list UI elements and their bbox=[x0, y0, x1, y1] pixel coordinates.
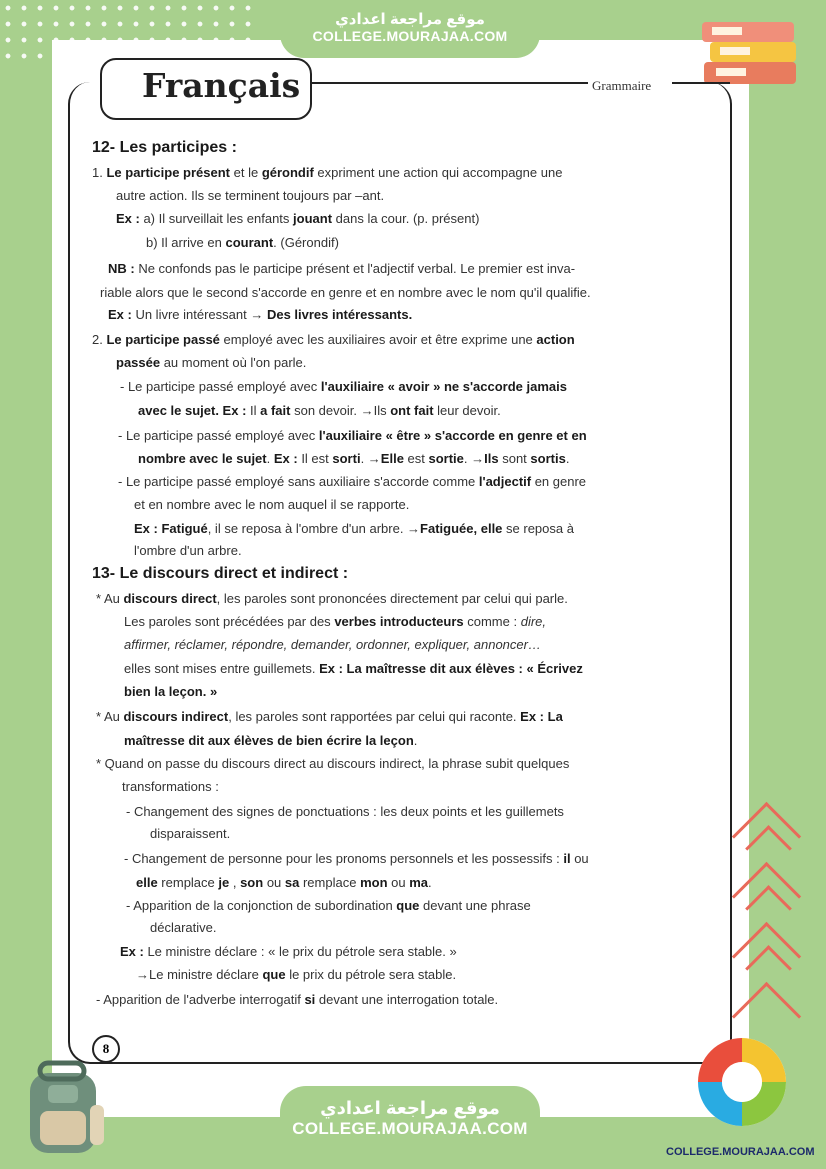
text-segment: * Au bbox=[96, 591, 124, 606]
text-segment: 2. bbox=[92, 332, 107, 347]
text-segment: transformations : bbox=[122, 779, 219, 794]
text-segment: a fait bbox=[260, 403, 291, 418]
text-segment: elles sont mises entre guillemets. bbox=[124, 661, 320, 676]
text-segment: est bbox=[403, 451, 429, 466]
text-segment: autre action. Ils se terminent toujours par –ant. bbox=[116, 188, 385, 203]
text-line bbox=[108, 262, 575, 275]
text-segment: ma bbox=[409, 875, 428, 890]
text-segment: Ils bbox=[484, 451, 499, 466]
text-segment: sorti bbox=[332, 451, 361, 466]
text-segment: . bbox=[266, 451, 274, 466]
frame-top-line bbox=[306, 82, 588, 84]
text-segment: Il bbox=[246, 403, 261, 418]
text-segment: * Quand on passe du discours direct au discours indirect, la phrase subit quelques bbox=[96, 756, 570, 771]
text-segment: l'adjectif bbox=[478, 474, 532, 489]
text-segment: , il se reposa à l'ombre d'un arbre. → bbox=[207, 521, 421, 536]
text-segment: si bbox=[304, 992, 316, 1007]
text-line bbox=[150, 921, 216, 934]
text-segment: Des livres intéressants. bbox=[266, 307, 413, 322]
text-segment: en genre bbox=[531, 474, 587, 489]
text-segment: . bbox=[428, 875, 432, 890]
text-line bbox=[116, 189, 384, 202]
text-segment: . bbox=[565, 451, 570, 466]
text-segment: b) Il arrive en bbox=[146, 235, 226, 250]
logo-caption[interactable]: COLLEGE.MOURAJAA.COM bbox=[666, 1146, 815, 1158]
text-segment: il bbox=[563, 851, 571, 866]
text-line bbox=[116, 356, 306, 369]
site-banner-top[interactable] bbox=[280, 6, 540, 58]
text-line bbox=[124, 662, 583, 675]
text-segment: le prix du pétrole sera stable. bbox=[285, 967, 457, 982]
text-line bbox=[116, 212, 479, 225]
text-segment: et en nombre avec le nom auquel il se rapporte. bbox=[134, 497, 410, 512]
backpack-icon bbox=[10, 1055, 120, 1167]
text-segment: ou bbox=[263, 875, 285, 890]
text-segment: * Au bbox=[96, 709, 124, 724]
text-line bbox=[124, 615, 546, 628]
text-segment: discours indirect bbox=[123, 709, 229, 724]
text-line bbox=[120, 380, 567, 393]
text-segment: leur devoir. bbox=[433, 403, 501, 418]
text-segment: , les paroles sont prononcées directement par celui qui parle. bbox=[216, 591, 568, 606]
text-line bbox=[96, 710, 563, 723]
text-segment: et le bbox=[230, 165, 262, 180]
text-line bbox=[108, 308, 412, 321]
text-segment: 12- Les participes : bbox=[92, 139, 237, 156]
text-segment: maîtresse dit aux élèves de bien écrire la leçon bbox=[124, 733, 414, 748]
text-segment: au moment où l'on parle. bbox=[160, 355, 307, 370]
page-subtitle: Grammaire bbox=[592, 78, 652, 93]
text-segment: Ex : La maîtresse dit aux élèves : « Écrivez bbox=[319, 661, 583, 676]
text-segment: ou bbox=[387, 875, 410, 890]
text-line bbox=[134, 544, 242, 557]
text-segment: sortie bbox=[428, 451, 464, 466]
page-title: Français bbox=[142, 66, 301, 105]
text-segment: Elle bbox=[380, 451, 404, 466]
text-line bbox=[96, 993, 498, 1006]
text-segment: . → bbox=[463, 451, 485, 466]
text-segment: employé avec les auxiliaires avoir et être exprime une bbox=[219, 332, 537, 347]
text-line bbox=[146, 236, 339, 249]
text-segment: se reposa à bbox=[502, 521, 574, 536]
text-segment: . → bbox=[360, 451, 381, 466]
text-segment: l'auxiliaire « avoir » ne s'accorde jamais bbox=[320, 379, 567, 394]
text-line bbox=[118, 475, 586, 488]
text-segment: - Le participe passé employé avec bbox=[120, 379, 321, 394]
text-segment: . (Gérondif) bbox=[273, 235, 339, 250]
text-segment: disparaissent. bbox=[150, 826, 231, 841]
site-logo[interactable] bbox=[694, 1022, 794, 1142]
text-segment: jouant bbox=[293, 211, 333, 226]
text-line bbox=[92, 166, 562, 179]
text-line bbox=[150, 827, 230, 840]
text-segment: affirmer, réclamer, répondre, demander, ordonner, expliquer, annoncer… bbox=[124, 637, 541, 652]
text-segment: ou bbox=[570, 851, 589, 866]
text-segment: l'auxiliaire « être » s'accorde en genre et en bbox=[318, 428, 587, 443]
text-segment: dire, bbox=[520, 614, 547, 629]
text-segment: son devoir. →Ils bbox=[290, 403, 391, 418]
text-line bbox=[134, 498, 409, 511]
text-line bbox=[120, 945, 457, 958]
text-segment: courant bbox=[225, 235, 274, 250]
text-segment: avec le sujet. Ex : bbox=[138, 403, 247, 418]
text-line bbox=[122, 780, 219, 793]
text-line bbox=[124, 734, 417, 747]
text-line bbox=[136, 968, 456, 981]
text-line bbox=[96, 592, 568, 605]
text-segment: déclarative. bbox=[150, 920, 217, 935]
text-segment: - Apparition de la conjonction de subordination bbox=[126, 898, 397, 913]
banner-url[interactable]: COLLEGE.MOURAJAA.COM bbox=[312, 28, 508, 44]
text-line bbox=[92, 333, 575, 346]
text-segment: sont bbox=[498, 451, 531, 466]
text-segment: devant une interrogation totale. bbox=[315, 992, 499, 1007]
text-segment: mon bbox=[360, 875, 388, 890]
text-segment: Ne confonds pas le participe présent et l'adjectif verbal. Le premier est inva- bbox=[134, 261, 576, 276]
text-line bbox=[118, 429, 587, 442]
text-segment: discours direct bbox=[123, 591, 217, 606]
text-segment: - Le participe passé employé avec bbox=[118, 428, 319, 443]
text-segment: l'ombre d'un arbre. bbox=[134, 543, 242, 558]
text-line bbox=[96, 757, 569, 770]
text-segment: Ex : bbox=[108, 307, 132, 322]
text-segment: - Le participe passé employé sans auxiliaire s'accorde comme bbox=[118, 474, 479, 489]
text-segment: . bbox=[413, 733, 418, 748]
text-segment: gérondif bbox=[261, 165, 314, 180]
text-segment: expriment une action qui accompagne une bbox=[313, 165, 563, 180]
text-segment: elle bbox=[136, 875, 158, 890]
text-segment: Ex : bbox=[120, 944, 144, 959]
text-line bbox=[138, 452, 569, 465]
text-segment: Le participe passé bbox=[106, 332, 220, 347]
text-segment: , bbox=[229, 875, 241, 890]
banner-url[interactable]: COLLEGE.MOURAJAA.COM bbox=[292, 1119, 528, 1138]
text-segment: a) Il surveillait les enfants bbox=[139, 211, 294, 226]
text-segment: ont fait bbox=[390, 403, 434, 418]
text-segment: devant une phrase bbox=[419, 898, 531, 913]
text-segment: remplace bbox=[299, 875, 361, 890]
text-segment: sortis bbox=[530, 451, 566, 466]
text-segment: son bbox=[240, 875, 264, 890]
text-line bbox=[124, 638, 541, 651]
text-segment: que bbox=[262, 967, 286, 982]
text-segment: je bbox=[218, 875, 230, 890]
text-segment: Ex : bbox=[273, 451, 298, 466]
text-line bbox=[134, 522, 574, 535]
text-segment: Un livre intéressant → bbox=[131, 307, 267, 322]
text-segment: 13- Le discours direct et indirect : bbox=[92, 565, 349, 582]
text-segment: Fatiguée, elle bbox=[420, 521, 503, 536]
text-segment: NB : bbox=[108, 261, 135, 276]
text-segment: 1. bbox=[92, 165, 107, 180]
text-segment: , les paroles sont rapportées par celui qui raconte. bbox=[228, 709, 521, 724]
text-segment: - Apparition de l'adverbe interrogatif bbox=[96, 992, 305, 1007]
text-segment: passée bbox=[116, 355, 161, 370]
text-segment: Ex : La bbox=[520, 709, 563, 724]
text-segment: verbes introducteurs bbox=[334, 614, 464, 629]
text-segment: bien la leçon. » bbox=[124, 684, 218, 699]
text-segment: Ex : bbox=[134, 521, 158, 536]
text-line bbox=[100, 286, 591, 299]
text-segment: Il est bbox=[297, 451, 333, 466]
section-heading bbox=[92, 566, 348, 582]
text-segment: remplace bbox=[157, 875, 219, 890]
text-segment: - Changement des signes de ponctuations : les deux points et les guillemets bbox=[126, 804, 564, 819]
text-segment: sa bbox=[284, 875, 300, 890]
text-segment: action bbox=[536, 332, 575, 347]
text-segment: que bbox=[396, 898, 420, 913]
text-segment: nombre avec le sujet bbox=[138, 451, 267, 466]
section-heading bbox=[92, 140, 237, 156]
text-segment: →Le ministre déclare bbox=[136, 967, 263, 982]
books-icon bbox=[696, 10, 806, 90]
site-banner-bottom[interactable] bbox=[280, 1086, 540, 1160]
text-line bbox=[136, 876, 432, 889]
text-segment: Le participe présent bbox=[106, 165, 231, 180]
text-segment: - Changement de personne pour les pronoms personnels et les possessifs : bbox=[124, 851, 564, 866]
text-segment: comme : bbox=[463, 614, 521, 629]
frame-top-line-right bbox=[672, 82, 730, 84]
text-segment: dans la cour. (p. présent) bbox=[332, 211, 480, 226]
text-segment: Ex : bbox=[116, 211, 140, 226]
text-segment: Les paroles sont précédées par des bbox=[124, 614, 335, 629]
text-segment: Fatigué bbox=[161, 521, 208, 536]
text-line bbox=[138, 404, 501, 417]
text-line bbox=[126, 805, 564, 818]
text-line bbox=[124, 685, 217, 698]
banner-arabic-text: موقع مراجعة اعدادي bbox=[320, 1098, 500, 1118]
text-line bbox=[124, 852, 589, 865]
text-segment: Le ministre déclare : « le prix du pétrole sera stable. » bbox=[143, 944, 457, 959]
page-number: 8 bbox=[92, 1035, 120, 1063]
banner-arabic-text: موقع مراجعة اعدادي bbox=[335, 11, 485, 28]
text-line bbox=[126, 899, 531, 912]
text-segment: riable alors que le second s'accorde en genre et en nombre avec le nom qu'il qualifie. bbox=[100, 285, 591, 300]
